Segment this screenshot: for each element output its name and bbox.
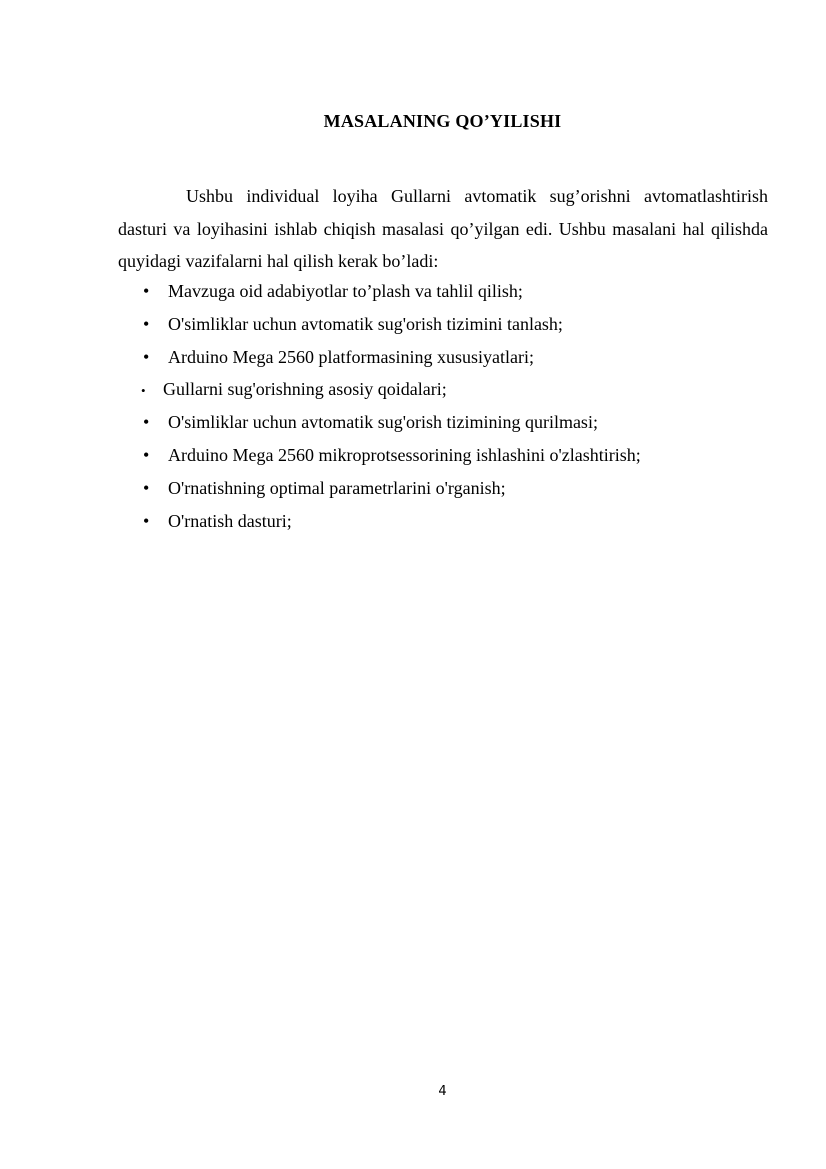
list-item-text: Mavzuga oid adabiyotlar to’plash va tahlil qilish; [168, 281, 523, 301]
intro-paragraph: Ushbu individual loyiha Gullarni avtomatik sug’orishni avtomatlashtirish dasturi va loyihasini ishlab chiqish masalasi qo’yilgan edi. Ushbu masalani hal qilishda quyidagi vazifalarni hal qilish kerak bo’ladi: [118, 186, 768, 271]
page-title: MASALANING QO’YILISHI [323, 111, 562, 131]
list-item-text: O'simliklar uchun avtomatik sug'orish tizimining qurilmasi; [168, 412, 598, 433]
list-item [140, 275, 780, 308]
task-list [140, 275, 780, 537]
list-item [140, 341, 780, 374]
list-item [140, 406, 780, 439]
list-item [140, 472, 780, 505]
list-item-text: Gullarni sug'orishning asosiy qoidalari; [163, 379, 447, 400]
bullet-icon: • [143, 313, 150, 334]
list-item-text: Arduino Mega 2560 platformasining xususiyatlari; [168, 346, 534, 367]
bullet-icon: • [143, 281, 150, 301]
list-item-text: O'simliklar uchun avtomatik sug'orish tizimini tanlash; [168, 313, 563, 334]
bullet-icon: • [143, 444, 150, 465]
list-item [140, 373, 780, 406]
bullet-icon: • [143, 346, 150, 367]
list-item-text: O'rnatish dasturi; [168, 510, 292, 531]
list-item-text: O'rnatishning optimal parametrlarini o'rganish; [168, 477, 506, 498]
list-item-text: Arduino Mega 2560 mikroprotsessorining ishlashini o'zlashtirish; [168, 444, 641, 465]
page-number: 4 [438, 1084, 447, 1099]
list-item [140, 439, 780, 472]
bullet-icon: • [141, 383, 146, 399]
bullet-icon: • [143, 477, 150, 498]
list-item [140, 505, 780, 538]
bullet-icon: • [143, 412, 150, 433]
bullet-icon: • [143, 510, 150, 531]
list-item [140, 308, 780, 341]
